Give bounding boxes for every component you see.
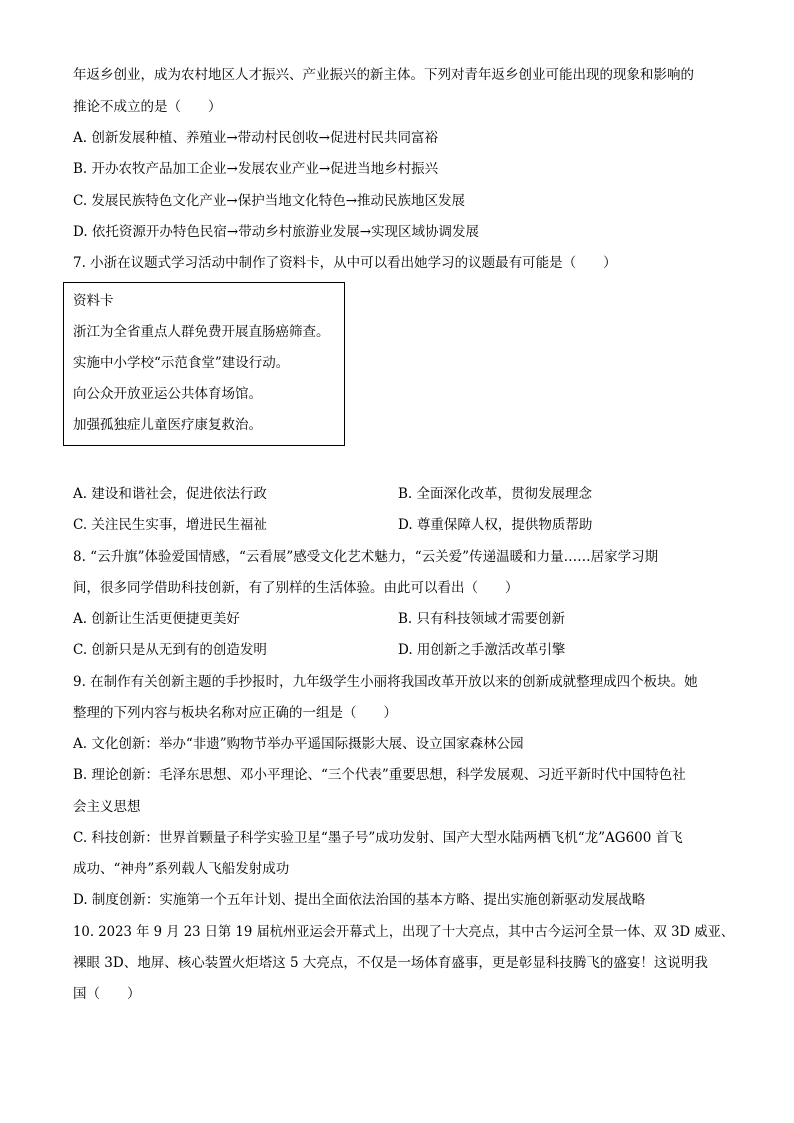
q7-option-d: D. 尊重保障人权，提供物质帮助 xyxy=(398,517,593,533)
q8-option-a: A. 创新让生活更便捷更美好 xyxy=(73,611,240,627)
q9-option-c-line-2: 成功、“神舟”系列载人飞船发射成功 xyxy=(73,861,290,877)
q7-option-a: A. 建设和谐社会，促进依法行政 xyxy=(73,486,267,502)
q8-stem-line-2: 间，很多同学借助科技创新，有了别样的生活体验。由此可以看出（ ） xyxy=(73,580,519,596)
resource-card-item: 加强孤独症儿童医疗康复救治。 xyxy=(73,417,262,433)
q10-stem-line-2: 裸眼 3D、地屏、核心装置火炬塔这 5 大亮点，不仅是一场体育盛事，更是彰显科技腾飞的盛宴！这说明我 xyxy=(73,955,708,971)
resource-card xyxy=(63,282,345,446)
q6-option-c: C. 发展民族特色文化产业→保护当地文化特色→推动民族地区发展 xyxy=(73,193,466,209)
q9-stem-line-2: 整理的下列内容与板块名称对应正确的一组是（ ） xyxy=(73,705,397,721)
q7-option-b: B. 全面深化改革，贯彻发展理念 xyxy=(398,486,593,502)
q7-option-c: C. 关注民生实事，增进民生福祉 xyxy=(73,517,267,533)
q8-stem-line-1: 8. “云升旗”体验爱国情感，“云看展”感受文化艺术魅力，“云关爱”传递温暖和力量……居家学习期 xyxy=(73,549,659,565)
q10-stem-line-1: 10. 2023 年 9 月 23 日第 19 届杭州亚运会开幕式上，出现了十大亮点，其中古今运河全景一体、双 3D 威亚、 xyxy=(73,924,735,940)
q8-option-b: B. 只有科技领域才需要创新 xyxy=(398,611,566,627)
q8-option-c: C. 创新只是从无到有的创造发明 xyxy=(73,642,267,658)
q7-stem: 7. 小浙在议题式学习活动中制作了资料卡，从中可以看出她学习的议题最有可能是（ ） xyxy=(73,255,617,271)
q8-option-d: D. 用创新之手激活改革引擎 xyxy=(398,642,566,658)
q6-stem-line-1: 年返乡创业，成为农村地区人才振兴、产业振兴的新主体。下列对青年返乡创业可能出现的现象和影响的 xyxy=(73,67,694,83)
q6-option-d: D. 依托资源开办特色民宿→带动乡村旅游业发展→实现区域协调发展 xyxy=(73,224,480,240)
q6-option-b: B. 开办农牧产品加工企业→发展农业产业→促进当地乡村振兴 xyxy=(73,161,439,177)
q6-option-a: A. 创新发展种植、养殖业→带动村民创收→促进村民共同富裕 xyxy=(73,130,438,146)
q9-stem-line-1: 9. 在制作有关创新主题的手抄报时，九年级学生小丽将我国改革开放以来的创新成就整理成四个板块。她 xyxy=(73,674,698,690)
q9-option-c-line-1: C. 科技创新：世界首颗量子科学实验卫星“墨子号”成功发射、国产大型水陆两栖飞机“龙”AG600 首飞 xyxy=(73,830,683,846)
q9-option-b-line-2: 会主义思想 xyxy=(73,799,141,815)
q9-option-d: D. 制度创新：实施第一个五年计划、提出全面依法治国的基本方略、提出实施创新驱动发展战略 xyxy=(73,892,646,908)
q9-option-a: A. 文化创新：举办“非遗”购物节举办平遥国际摄影大展、设立国家森林公园 xyxy=(73,736,524,752)
q9-option-b-line-1: B. 理论创新：毛泽东思想、邓小平理论、“三个代表”重要思想，科学发展观、习近平新时代中国特色社 xyxy=(73,767,686,783)
resource-card-item: 向公众开放亚运公共体育场馆。 xyxy=(73,386,262,402)
resource-card-item: 实施中小学校“示范食堂”建设行动。 xyxy=(73,355,290,371)
resource-card-title: 资料卡 xyxy=(73,293,114,309)
q6-stem-line-2: 推论不成立的是（ ） xyxy=(73,99,222,115)
q10-stem-line-3: 国（ ） xyxy=(73,986,141,1002)
resource-card-item: 浙江为全省重点人群免费开展直肠癌筛查。 xyxy=(73,324,330,340)
